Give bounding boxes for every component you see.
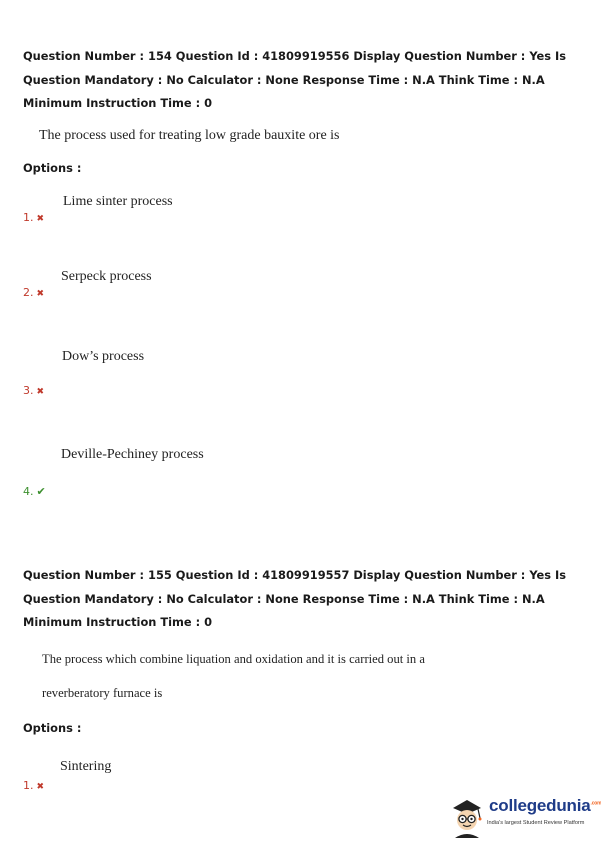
options-label: Options : (23, 721, 82, 735)
option-number: 1. ✖ (23, 779, 45, 792)
question-header: Question Number : 155 Question Id : 41809919557 Display Question Number : Yes Is Question Mandatory : No Calculator : None Response Time : N.A Think Time : N.A Minimum Instruction Time : 0 (23, 568, 567, 629)
mascot-icon (447, 794, 487, 838)
option-text: Serpeck process (61, 269, 152, 284)
question-text-line: The process which combine liquation and oxidation and it is carried out in a (42, 652, 425, 666)
logo-wordmark: collegedunia$^{.com}$ (489, 796, 601, 815)
option-text: Dow’s process (62, 349, 145, 364)
wrong-icon: ✖ (36, 289, 45, 299)
option-number: 1. ✖ (23, 211, 45, 224)
question-text-line: reverberatory furnace is (42, 686, 163, 700)
option-text: Lime sinter process (63, 194, 173, 209)
option-number: 4. ✔ (23, 485, 46, 498)
option-text: Sintering (60, 759, 112, 774)
wrong-icon: ✖ (36, 387, 45, 397)
collegedunia-logo (447, 794, 601, 840)
option-text: Deville-Pechiney process (61, 447, 204, 462)
option-number: 2. ✖ (23, 286, 45, 299)
correct-check-icon: ✔ (36, 485, 46, 498)
wrong-icon: ✖ (36, 782, 45, 792)
question-header: Question Number : 154 Question Id : 41809919556 Display Question Number : Yes Is Question Mandatory : No Calculator : None Response Time : N.A Think Time : N.A Minimum Instruction Time : 0 (23, 49, 567, 110)
wrong-icon: ✖ (36, 214, 45, 224)
question-text: The process used for treating low grade bauxite ore is (39, 128, 340, 143)
logo-tagline: India's largest Student Review Platform (487, 820, 585, 826)
option-number: 3. ✖ (23, 384, 45, 397)
options-label: Options : (23, 161, 82, 175)
